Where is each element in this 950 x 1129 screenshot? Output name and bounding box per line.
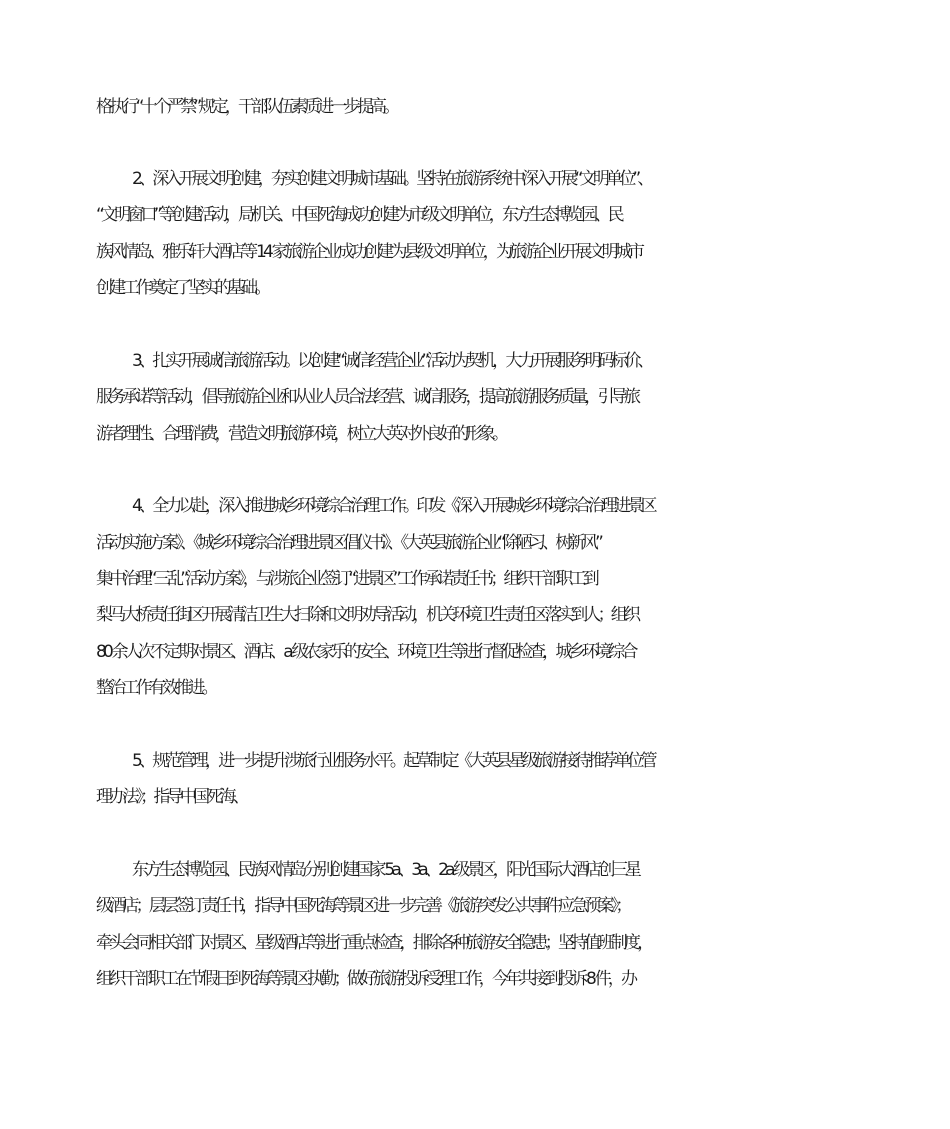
paragraph-3-line-1: 3、扎实开展诚信旅游活动。以创建“诚信经营企业”活动为契机，大力开展服务明码标价、 (132, 351, 651, 371)
paragraph-2-line-2: “文明窗口”等创建活动，局机关、中国死海成功创建为市级文明单位，东方生态博览园、民 (96, 205, 621, 225)
paragraph-4-line-2: 活动实施方案》、《城乡环境综合治理进景区倡仪书》、《大英县旅游企业“除陋习、树新风” (96, 533, 601, 553)
paragraph-4-line-3: 集中治理“三乱”活动方案》，与涉旅企业签订“进景区”工作承诺责任书；组织干部职工到 (96, 569, 596, 589)
paragraph-4-line-6: 整治工作有效推进。 (96, 678, 215, 698)
paragraph-6-line-1: 东方生态博览园、民族风情岛分别创建国家 5a、3a、2a 级景区，阳光国际大酒店创三星 (132, 860, 639, 880)
paragraph-6-line-2: 级酒店；层层签订责任书，指导中国死海等景区进一步完善《旅游突发公共事件应急预案》； (96, 896, 629, 916)
paragraph-3-line-3: 游者理性、合理消费，营造文明旅游环境，树立大英对外良好的形象。 (96, 424, 506, 444)
paragraph-4-line-4: 梨马大桥责任街区开展清洁卫生大扫除和文明劝导活动，机关环境卫生责任区落实到人；组织 (96, 605, 638, 625)
paragraph-2-line-4: 创建工作奠定了坚实的基础。 (96, 278, 268, 298)
paragraph-1-line-1: 格执行“十个严禁”规定，干部队伍素质进一步提高。 (96, 97, 397, 117)
paragraph-3-line-2: 服务承诺等活动，倡导旅游企业和从业人员合法经营、诚信服务，提高旅游服务质量，引导旅 (96, 387, 638, 407)
paragraph-2-line-3: 族风情岛、雅乐轩大酒店等 14 家旅游企业成功创建为县级文明单位，为旅游企业开展文明城市 (96, 242, 642, 262)
paragraph-6-line-3: 牵头会同相关部门对景区、星级酒店等进行重点检查，排除各种旅游安全隐患；坚持值班制度， (96, 933, 651, 953)
paragraph-5-line-2: 理办法》；指导中国死海、 (96, 787, 246, 807)
paragraph-4-line-1: 4、全力以赴，深入推进城乡环境综合治理工作。印发《深入开展城乡环境综合治理进景区 (132, 496, 654, 516)
paragraph-6-line-4: 组织干部职工在节假日到死海等景区执勤；做好旅游投诉受理工作，今年共接到投诉 8 件，办 (96, 969, 635, 989)
paragraph-5-line-1: 5、规范管理，进一步提升涉旅行业服务水平。起草制定《大英县星级旅游接待推荐单位管 (132, 751, 654, 771)
paragraph-2-line-1: 2、深入开展文明创建，夯实创建文明城市基础。坚持在旅游系统中深入开展“文明单位”、 (132, 169, 651, 189)
paragraph-4-line-5: 80 余人次不定期对景区、酒店、a 级农家乐的安全、环境卫生等进行督促检查，城乡环境综合 (96, 642, 635, 662)
